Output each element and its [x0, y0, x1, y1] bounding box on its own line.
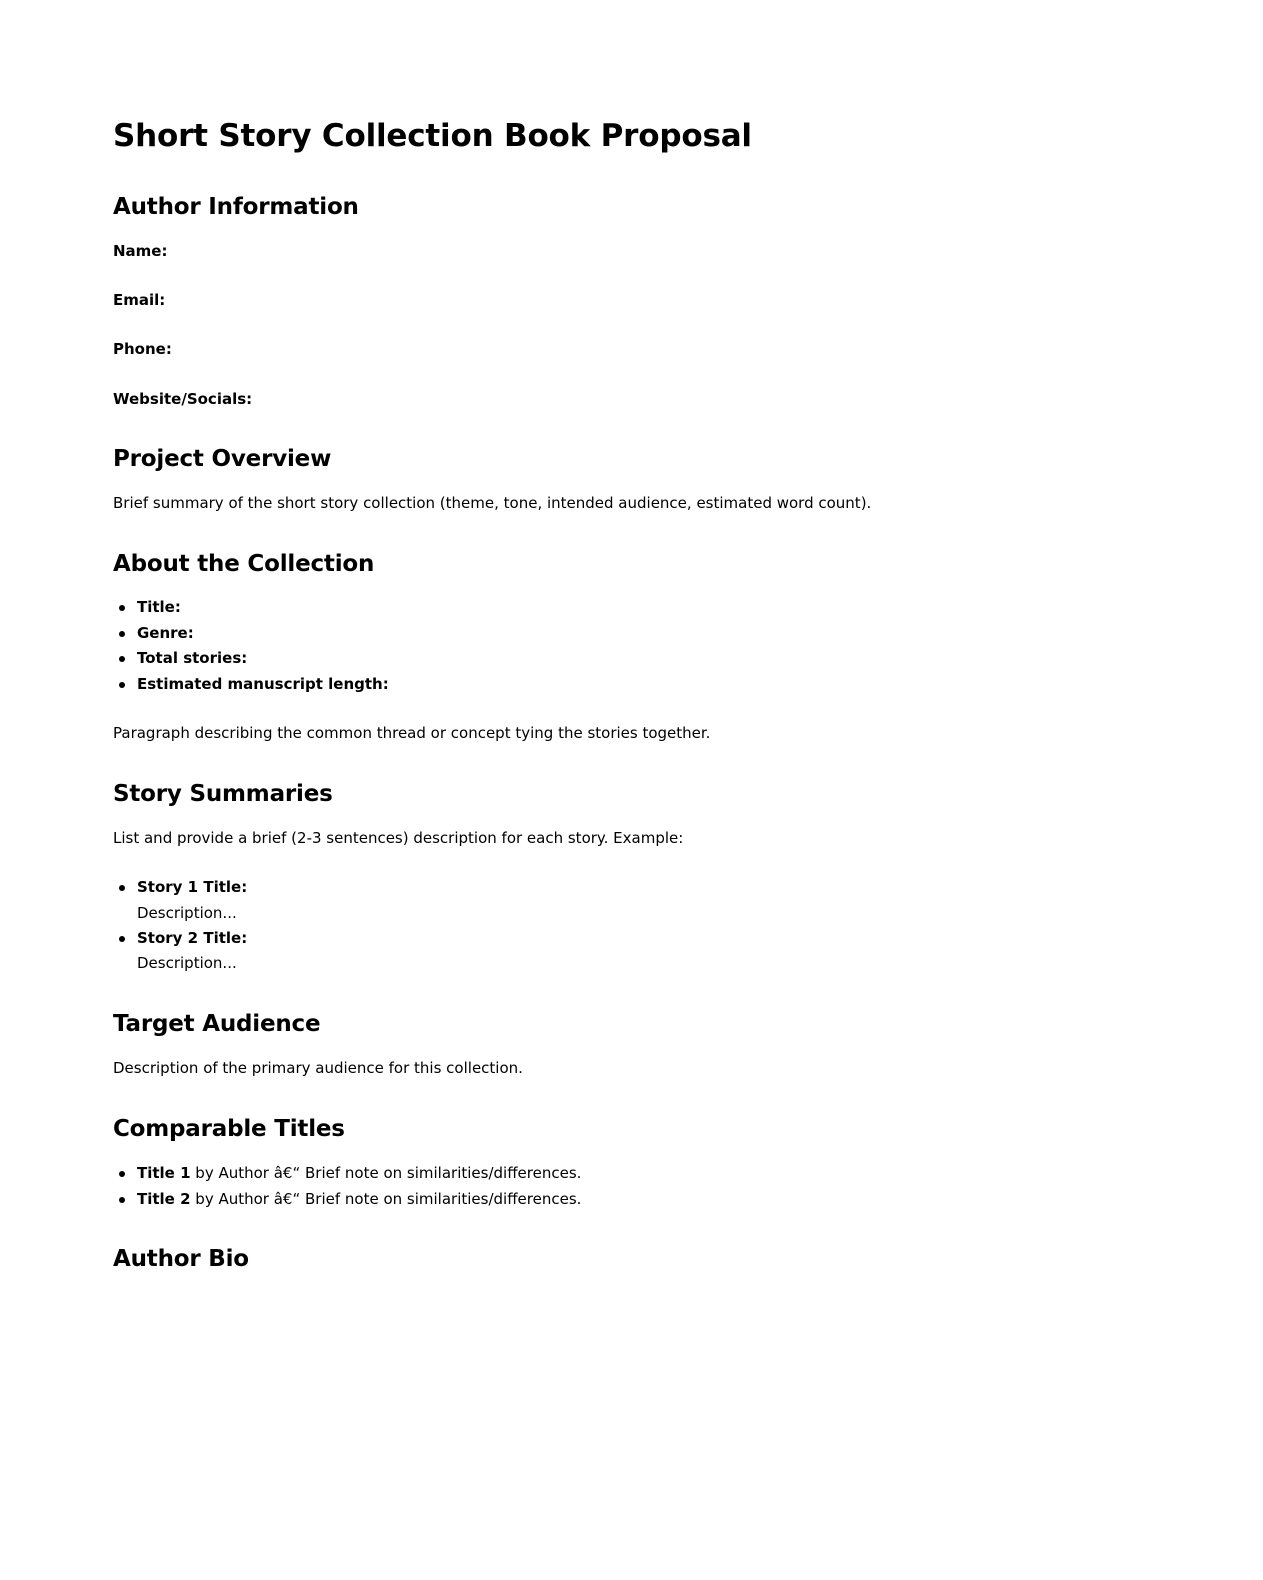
page-title: Short Story Collection Book Proposal — [113, 118, 752, 154]
email-label: Email: — [113, 291, 166, 309]
story-1-description: Description... — [137, 903, 237, 922]
story-2-title: Story 2 Title: — [137, 928, 248, 947]
total-stories-label: Total stories: — [137, 649, 248, 667]
comparable-titles-heading: Comparable Titles — [113, 1116, 345, 1142]
author-information-heading: Author Information — [113, 194, 359, 220]
list-item-title — [113, 595, 389, 621]
collection-title-label: Title: — [137, 598, 181, 616]
comparable-titles-list — [113, 1161, 581, 1212]
comparable-1-title: Title 1 — [137, 1164, 191, 1182]
comparable-2-title: Title 2 — [137, 1189, 191, 1208]
collection-concept-text: Paragraph describing the common thread or concept tying the stories together. — [113, 724, 711, 742]
project-overview-heading: Project Overview — [113, 446, 332, 472]
story-summaries-list — [113, 875, 247, 976]
list-item-comparable-2 — [113, 1187, 581, 1213]
story-summaries-heading: Story Summaries — [113, 781, 333, 807]
about-collection-heading: About the Collection — [113, 551, 375, 577]
comparable-1-note: by Author â€“ Brief note on similarities/differences. — [190, 1164, 582, 1182]
website-socials-label: Website/Socials: — [113, 390, 253, 408]
author-bio-heading: Author Bio — [113, 1246, 249, 1272]
manuscript-length-label: Estimated manuscript length: — [137, 674, 389, 693]
list-item-story-1 — [113, 875, 247, 926]
target-audience-text: Description of the primary audience for this collection. — [113, 1059, 523, 1077]
list-item-manuscript-length — [113, 672, 389, 698]
target-audience-heading: Target Audience — [113, 1011, 321, 1037]
list-item-story-2 — [113, 926, 247, 977]
list-item-comparable-1 — [113, 1161, 581, 1187]
project-overview-text: Brief summary of the short story collection (theme, tone, intended audience, estimated word count). — [113, 494, 872, 512]
name-label: Name: — [113, 242, 168, 260]
phone-label: Phone: — [113, 340, 172, 358]
list-item-total-stories — [113, 646, 389, 672]
comparable-2-note: by Author â€“ Brief note on similarities/differences. — [190, 1189, 582, 1208]
story-2-description: Description... — [137, 954, 237, 972]
list-item-genre — [113, 621, 389, 647]
collection-details-list — [113, 595, 389, 697]
story-1-title: Story 1 Title: — [137, 878, 248, 896]
story-summaries-intro: List and provide a brief (2-3 sentences) description for each story. Example: — [113, 829, 684, 847]
collection-genre-label: Genre: — [137, 623, 194, 642]
